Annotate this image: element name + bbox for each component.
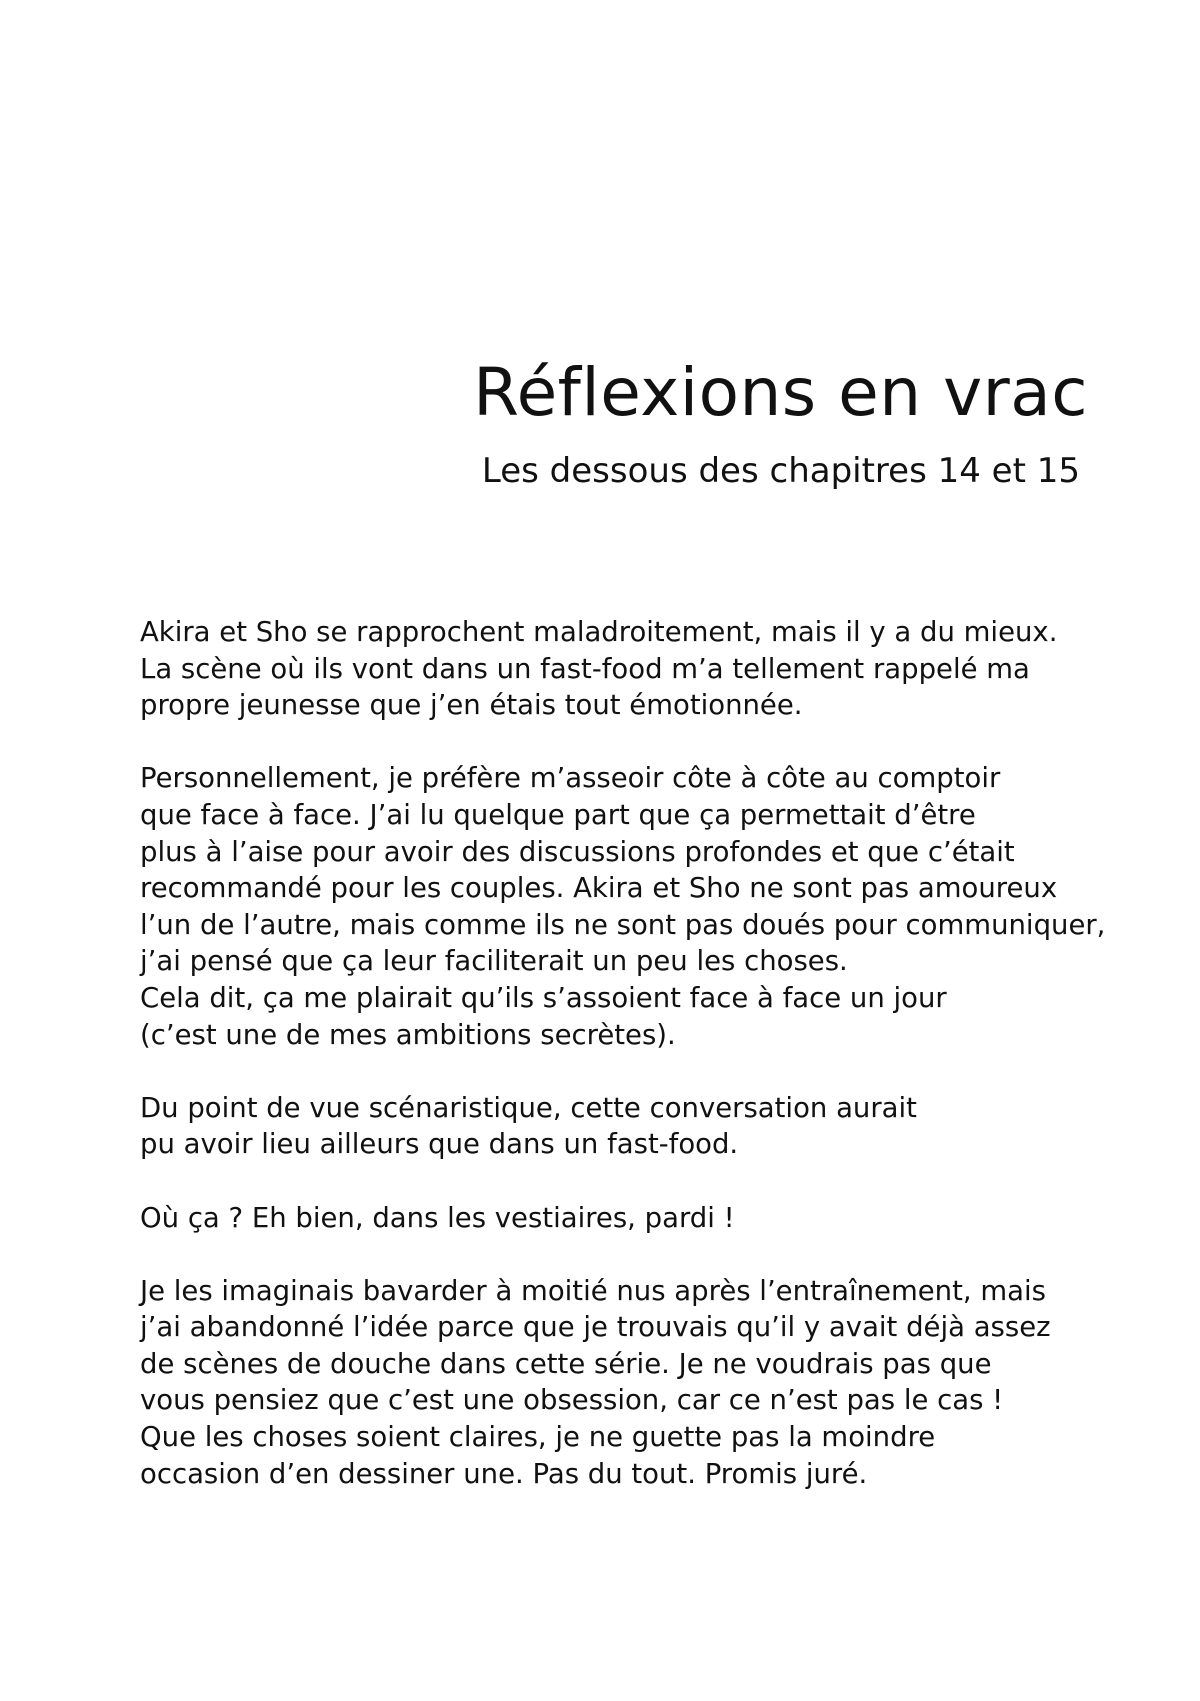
text-line: recommandé pour les couples. Akira et Sho ne sont pas amoureux [140, 872, 1058, 905]
text-line: plus à l’aise pour avoir des discussions profondes et que c’était [140, 835, 1015, 868]
text-line: vous pensiez que c’est une obsession, car ce n’est pas le cas ! [140, 1384, 1004, 1417]
paragraph-1 [140, 614, 1100, 724]
text-line: (c’est une de mes ambitions secrètes). [140, 1018, 676, 1051]
text-line: Du point de vue scénaristique, cette conversation aurait [140, 1091, 917, 1124]
page-title: Réflexions en vrac [473, 354, 1088, 431]
paragraph-3 [140, 1090, 1100, 1163]
text-line: pu avoir lieu ailleurs que dans un fast-food. [140, 1128, 739, 1161]
text-line: La scène où ils vont dans un fast-food m’a tellement rappelé ma [140, 652, 1030, 685]
text-line: Où ça ? Eh bien, dans les vestiaires, pardi ! [140, 1201, 735, 1234]
body-text [140, 614, 1106, 1529]
page-subtitle: Les dessous des chapitres 14 et 15 [481, 451, 1080, 491]
text-line: propre jeunesse que j’en étais tout émotionnée. [140, 689, 803, 722]
text-line: Personnellement, je préfère m’asseoir côte à côte au comptoir [140, 762, 1001, 795]
text-line: j’ai pensé que ça leur faciliterait un peu les choses. [140, 945, 848, 978]
text-line: l’un de l’autre, mais comme ils ne sont pas doués pour communiquer, [140, 908, 1106, 941]
text-line: Que les choses soient claires, je ne guette pas la moindre [140, 1421, 936, 1454]
paragraph-2 [140, 760, 1106, 1053]
text-line: de scènes de douche dans cette série. Je ne voudrais pas que [140, 1347, 992, 1380]
header [473, 355, 1088, 493]
text-line: Je les imaginais bavarder à moitié nus après l’entraînement, mais [140, 1274, 1046, 1307]
text-line: occasion d’en dessiner une. Pas du tout. Promis juré. [140, 1457, 868, 1490]
text-line: j’ai abandonné l’idée parce que je trouvais qu’il y avait déjà assez [140, 1311, 1051, 1344]
text-line: Akira et Sho se rapprochent maladroitement, mais il y a du mieux. [140, 616, 1058, 648]
paragraph-4 [140, 1200, 1100, 1237]
paragraph-5 [140, 1273, 1100, 1493]
text-line: Cela dit, ça me plairait qu’ils s’assoient face à face un jour [140, 981, 947, 1014]
text-line: que face à face. J’ai lu quelque part que ça permettait d’être [140, 798, 976, 831]
